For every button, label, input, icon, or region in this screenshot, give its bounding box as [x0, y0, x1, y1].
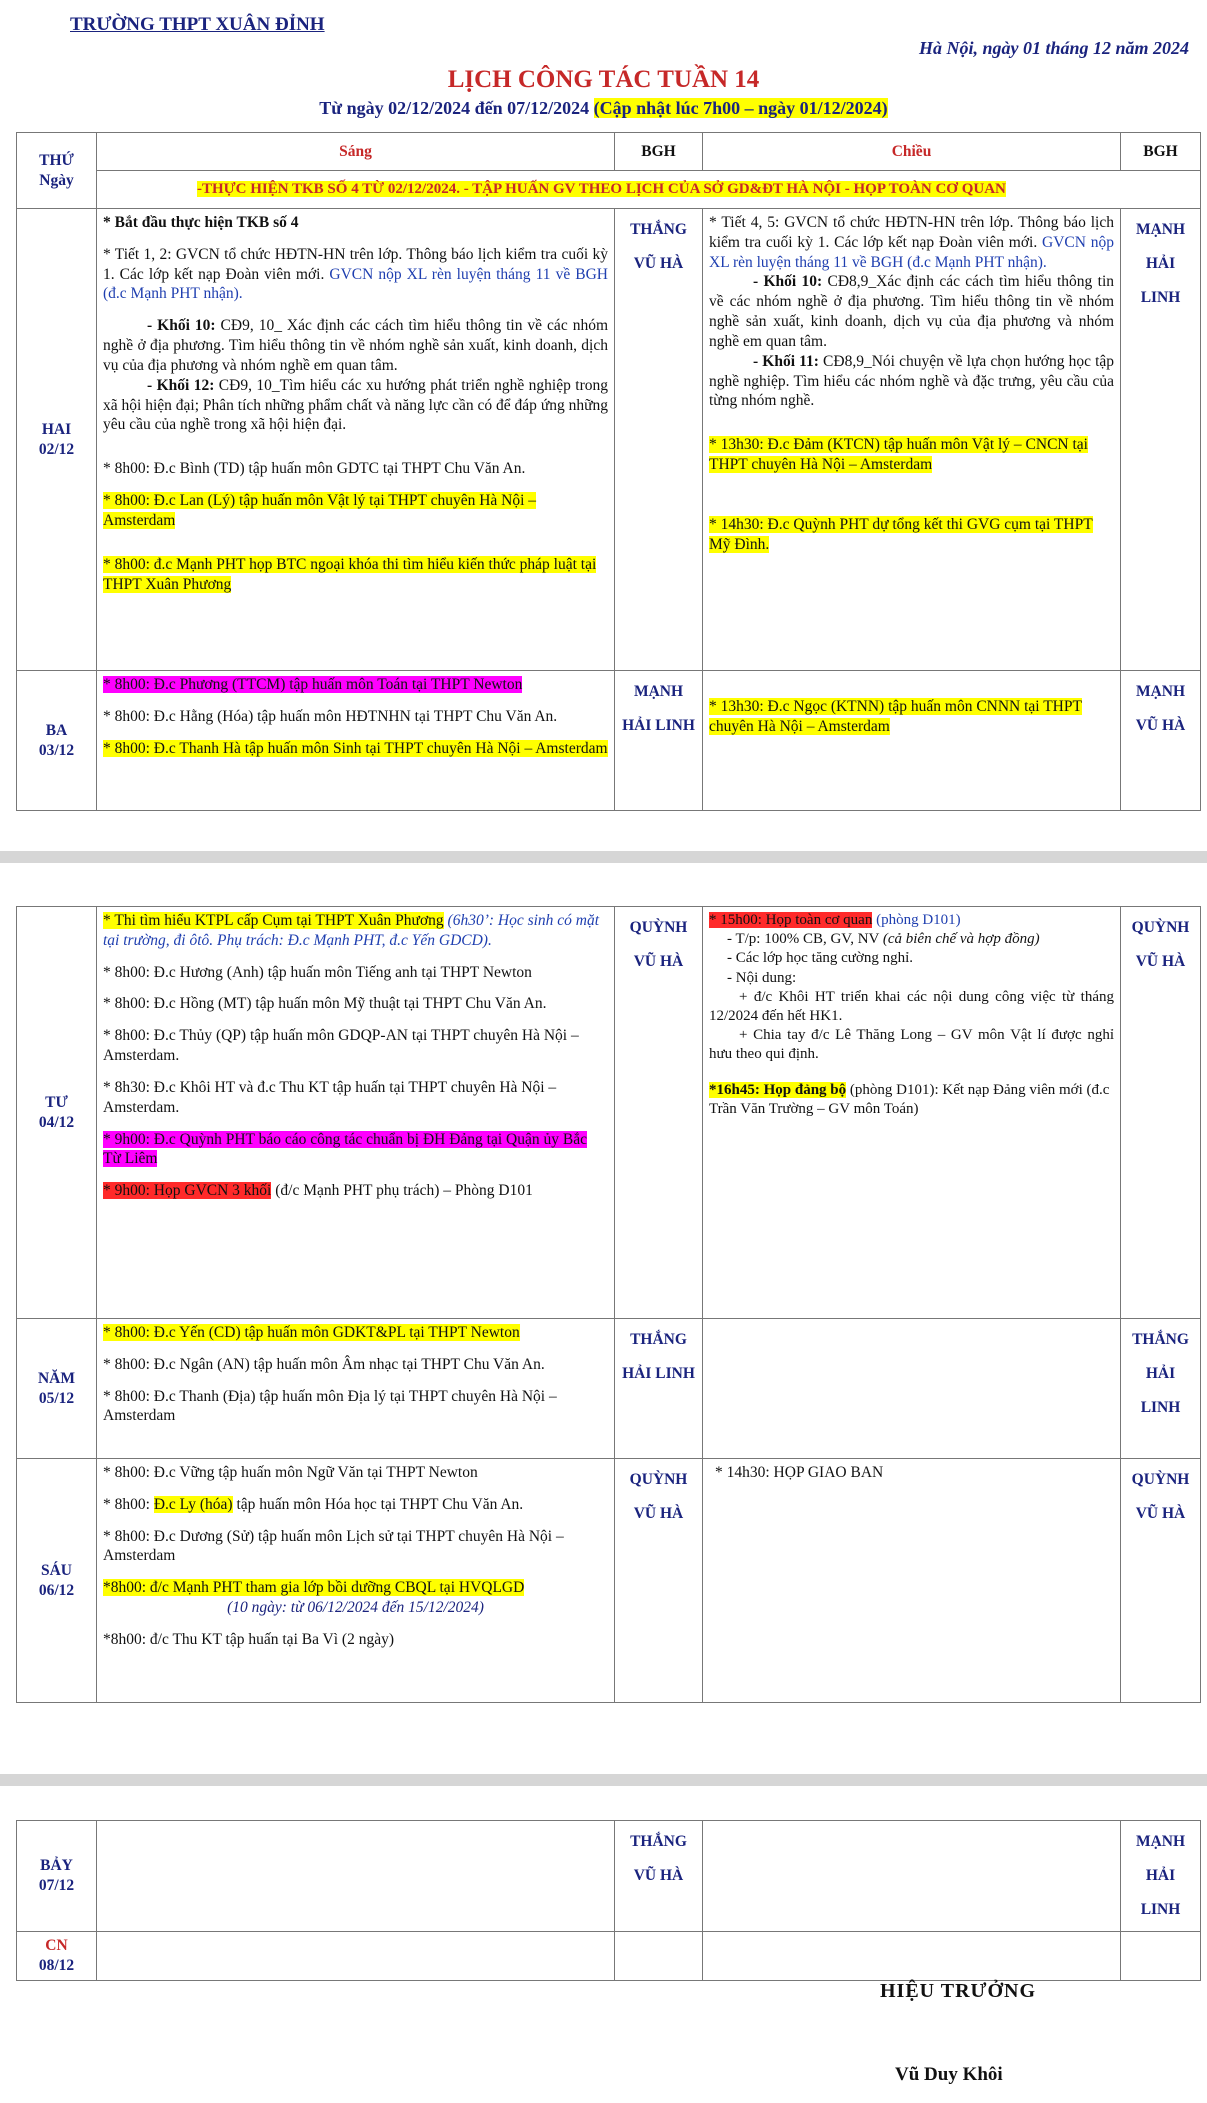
page-break-2: [0, 1774, 1207, 1786]
mon-am-2: * Tiết 1, 2: GVCN tổ chức HĐTN-HN trên lớp. Thông báo lịch kiểm tra cuối kỳ 1. Các lớp kết nạp Đoàn viên mới. GVCN nộp XL rèn luyện tháng 11 về BGH (đ.c Mạnh PHT nhận).: [103, 245, 608, 303]
day-column-header: THỨ Ngày: [17, 133, 97, 209]
page-break-1: [0, 851, 1207, 863]
page-subtitle: [0, 98, 1207, 119]
wed-am-5: * 8h30: Đ.c Khôi HT và đ.c Thu KT tập huấn tại THPT chuyên Hà Nội – Amsterdam.: [103, 1078, 557, 1116]
date-range: Từ ngày 02/12/2024 đến 07/12/2024: [319, 98, 590, 118]
mon-pm-3: - Khối 11: CĐ8,9_Nói chuyện về lựa chọn hướng học tập nghề nghiệp. Tìm hiểu các nhóm nghề và đặc trưng, yêu cầu của từng nhóm nghề.: [709, 352, 1115, 410]
sunday-am-bgh: [615, 1932, 703, 1981]
thursday-pm-bgh: THẮNG HẢI LINH: [1121, 1319, 1201, 1459]
fri-am-1: * 8h00: Đ.c Vững tập huấn môn Ngữ Văn tại THPT Newton: [103, 1464, 478, 1481]
sunday-pm-bgh: [1121, 1932, 1201, 1981]
wednesday-am-bgh: QUỲNH VŨ HÀ: [615, 907, 703, 1319]
date-line: Hà Nội, ngày 01 tháng 12 năm 2024: [918, 38, 1189, 58]
mon-am-5: * 8h00: Đ.c Bình (TD) tập huấn môn GDTC tại THPT Chu Văn An.: [103, 460, 526, 478]
tuesday-afternoon: [703, 671, 1121, 811]
wed-pm-5: + đ/c Khôi HT triển khai các nội dung công việc từ tháng 12/2024 đến hết HK1.: [709, 988, 1114, 1024]
day-saturday: BẢY 07/12: [17, 1821, 97, 1932]
row-sunday: [17, 1932, 1201, 1981]
day-wednesday: TƯ 04/12: [17, 907, 97, 1319]
thursday-morning: [97, 1319, 615, 1459]
sunday-morning: [97, 1932, 615, 1981]
day-sunday: CN 08/12: [17, 1932, 97, 1981]
wed-am-2: * 8h00: Đ.c Hương (Anh) tập huấn môn Tiếng anh tại THPT Newton: [103, 963, 532, 981]
sunday-afternoon: [703, 1932, 1121, 1981]
friday-am-bgh: QUỲNH VŨ HÀ: [615, 1459, 703, 1703]
wed-pm-2: - T/p: 100% CB, GV, NV (cả biên chế và hợp đồng): [727, 931, 1040, 948]
mon-am-6: * 8h00: Đ.c Lan (Lý) tập huấn môn Vật lý tại THPT chuyên Hà Nội – Amsterdam: [103, 492, 537, 529]
fri-am-5: (10 ngày: từ 06/12/2024 đến 15/12/2024): [227, 1599, 484, 1617]
saturday-am-bgh: THẮNG VŨ HÀ: [615, 1821, 703, 1932]
tue-am-1: * 8h00: Đ.c Phương (TTCM) tập huấn môn Toán tại THPT Newton: [103, 676, 523, 693]
day-tuesday: BA 03/12: [17, 671, 97, 811]
monday-morning: [97, 209, 615, 671]
banner-row: [97, 171, 1201, 209]
schedule-table-3: [16, 1820, 1201, 1981]
mon-am-1: * Bắt đầu thực hiện TKB số 4: [103, 214, 299, 231]
mon-pm-1: * Tiết 4, 5: GVCN tổ chức HĐTN-HN trên lớp. Thông báo lịch kiểm tra cuối kỳ 1. Các lớp kết nạp Đoàn viên mới. GVCN nộp XL rèn luyện tháng 11 về BGH (đ.c Mạnh PHT nhận).: [709, 214, 1114, 271]
fri-am-4: *8h00: đ/c Mạnh PHT tham gia lớp bồi dưỡng CBQL tại HVQLGD: [103, 1579, 525, 1597]
wed-am-3: * 8h00: Đ.c Hồng (MT) tập huấn môn Mỹ thuật tại THPT Chu Văn An.: [103, 995, 547, 1013]
tue-am-2: * 8h00: Đ.c Hằng (Hóa) tập huấn môn HĐTNHN tại THPT Chu Văn An.: [103, 707, 558, 725]
wed-pm-4: - Nội dung:: [727, 969, 797, 986]
mon-pm-4: * 13h30: Đ.c Đảm (KTCN) tập huấn môn Vật lý – CNCN tại THPT chuyên Hà Nội – Amsterdam: [709, 436, 1088, 474]
row-friday: [17, 1459, 1201, 1703]
day-thursday: NĂM 05/12: [17, 1319, 97, 1459]
mon-pm-2: - Khối 10: CĐ8,9_Xác định các cách tìm hiểu thông tin về các nhóm nghề ở địa phương. Tìm hiểu thông tin về nhóm nghề sản xuất, kinh doanh, dịch vụ của địa phương và nhóm nghề em quan tâm.: [709, 273, 1114, 350]
principal-title: HIỆU TRƯỞNG: [880, 1980, 1037, 2002]
wed-am-4: * 8h00: Đ.c Thủy (QP) tập huấn môn GDQP-AN tại THPT chuyên Hà Nội – Amsterdam.: [103, 1027, 579, 1065]
principal-name: Vũ Duy Khôi: [895, 2064, 1003, 2085]
tuesday-am-bgh: MẠNH HẢI LINH: [615, 671, 703, 811]
wednesday-morning: [97, 907, 615, 1319]
wed-am-6: * 9h00: Đ.c Quỳnh PHT báo cáo công tác chuẩn bị ĐH Đảng tại Quận ủy Bắc Từ Liêm: [103, 1130, 587, 1168]
page-title: LỊCH CÔNG TÁC TUẦN 14: [447, 66, 760, 93]
monday-pm-bgh: MẠNH HẢI LINH: [1121, 209, 1201, 671]
fri-am-3: * 8h00: Đ.c Dương (Sử) tập huấn môn Lịch sử tại THPT chuyên Hà Nội – Amsterdam: [103, 1527, 564, 1565]
tue-am-3: * 8h00: Đ.c Thanh Hà tập huấn môn Sinh tại THPT chuyên Hà Nội – Amsterdam: [103, 739, 608, 757]
thursday-afternoon: [703, 1319, 1121, 1459]
mon-am-3: - Khối 10: CĐ9, 10_ Xác định các cách tìm hiểu thông tin về các nhóm nghề ở địa phương. Tìm hiểu thông tin về nhóm nghề sản xuất, kinh doanh, dịch vụ của địa phương và nhóm nghề em quan tâm.: [103, 317, 608, 374]
wednesday-afternoon: [703, 907, 1121, 1319]
afternoon-header: Chiều: [703, 133, 1121, 171]
update-note: (Cập nhật lúc 7h00 – ngày 01/12/2024): [593, 98, 888, 118]
mon-am-4: - Khối 12: CĐ9, 10_Tìm hiểu các xu hướng phát triển nghề nghiệp trong xã hội hiện đại; Phân tích những phẩm chất và năng lực cần có để đáp ứng những yêu cầu của nghề trong xã hội hiện đại.: [103, 376, 608, 434]
wed-pm-6: + Chia tay đ/c Lê Thăng Long – GV môn Vật lí được nghỉ hưu theo qui định.: [709, 1027, 1114, 1063]
schedule-table-2: [16, 906, 1201, 1703]
tue-pm-1: * 13h30: Đ.c Ngọc (KTNN) tập huấn môn CNNN tại THPT chuyên Hà Nội – Amsterdam: [709, 698, 1082, 735]
thursday-am-bgh: THẮNG HẢI LINH: [615, 1319, 703, 1459]
monday-afternoon: [703, 209, 1121, 671]
saturday-pm-bgh: MẠNH HẢI LINH: [1121, 1821, 1201, 1932]
bgh-header-2: BGH: [1121, 133, 1201, 171]
friday-pm-bgh: QUỲNH VŨ HÀ: [1121, 1459, 1201, 1703]
row-monday: [17, 209, 1201, 671]
monday-am-bgh: THẮNG VŨ HÀ: [615, 209, 703, 671]
fri-am-2: * 8h00: Đ.c Ly (hóa) tập huấn môn Hóa học tại THPT Chu Văn An.: [103, 1495, 524, 1513]
mon-pm-5: * 14h30: Đ.c Quỳnh PHT dự tổng kết thi GVG cụm tại THPT Mỹ Đình.: [709, 515, 1093, 553]
friday-morning: [97, 1459, 615, 1703]
thu-am-3: * 8h00: Đ.c Thanh (Địa) tập huấn môn Địa lý tại THPT chuyên Hà Nội – Amsterdam: [103, 1387, 557, 1425]
tuesday-pm-bgh: MẠNH VŨ HÀ: [1121, 671, 1201, 811]
wednesday-pm-bgh: QUỲNH VŨ HÀ: [1121, 907, 1201, 1319]
row-thursday: [17, 1319, 1201, 1459]
banner-text: -THỰC HIỆN TKB SỐ 4 TỪ 02/12/2024. - TẬP HUẤN GV THEO LỊCH CỦA SỞ GD&ĐT HÀ NỘI - HỌP TOÀN CƠ QUAN: [197, 180, 1006, 197]
wed-am-1: * Thi tìm hiểu KTPL cấp Cụm tại THPT Xuân Phương (6h30’: Học sinh có mặt tại trường, đi ôtô. Phụ trách: Đ.c Mạnh PHT, đ.c Yến GDCD).: [103, 912, 600, 949]
thu-am-1: * 8h00: Đ.c Yến (CD) tập huấn môn GDKT&PL tại THPT Newton: [103, 1324, 520, 1341]
day-monday: HAI 02/12: [17, 209, 97, 671]
wed-pm-1: * 15h00: Họp toàn cơ quan (phòng D101): [709, 912, 961, 928]
school-name: TRƯỜNG THPT XUÂN ĐỈNH: [70, 14, 325, 35]
saturday-morning: [97, 1821, 615, 1932]
row-wednesday: [17, 907, 1201, 1319]
fri-am-6: *8h00: đ/c Thu KT tập huấn tại Ba Vì (2 ngày): [103, 1630, 395, 1648]
wed-pm-3: - Các lớp học tăng cường nghỉ.: [727, 950, 914, 967]
friday-afternoon: [703, 1459, 1121, 1703]
saturday-afternoon: [703, 1821, 1121, 1932]
bgh-header: BGH: [615, 133, 703, 171]
mon-am-7: * 8h00: đ.c Mạnh PHT họp BTC ngoại khóa thi tìm hiểu kiến thức pháp luật tại THPT Xuân Phương: [103, 555, 597, 593]
morning-header: Sáng: [97, 133, 615, 171]
schedule-table-1: [16, 132, 1201, 811]
tuesday-morning: [97, 671, 615, 811]
wed-pm-7: *16h45: Họp đảng bộ (phòng D101): Kết nạp Đảng viên mới (đ.c Trần Văn Trường – GV môn Toán): [709, 1081, 1110, 1117]
wed-am-7: * 9h00: Họp GVCN 3 khối (đ/c Mạnh PHT phụ trách) – Phòng D101: [103, 1182, 533, 1200]
row-tuesday: [17, 671, 1201, 811]
row-saturday: [17, 1821, 1201, 1932]
fri-pm-1: * 14h30: HỌP GIAO BAN: [715, 1464, 884, 1481]
day-friday: SÁU 06/12: [17, 1459, 97, 1703]
thu-am-2: * 8h00: Đ.c Ngân (AN) tập huấn môn Âm nhạc tại THPT Chu Văn An.: [103, 1355, 545, 1373]
